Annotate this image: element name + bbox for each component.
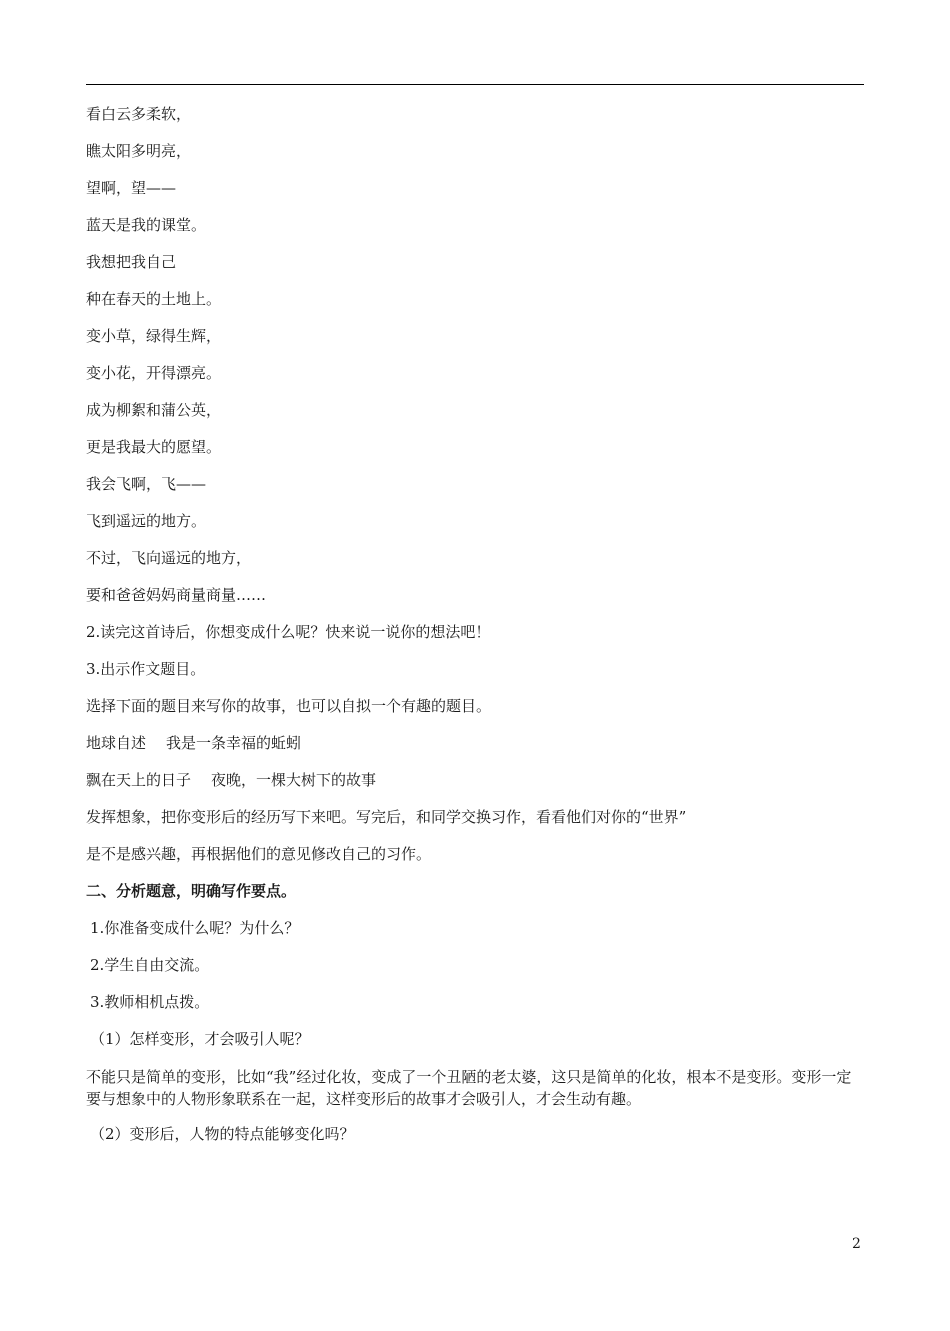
page-content	[86, 104, 866, 1161]
poem-line: 看白云多柔软，	[86, 105, 192, 123]
poem-line: 变小草，绿得生辉，	[86, 327, 222, 345]
task-line-1: 发挥想象，把你变形后的经历写下来吧。写完后，和同学交换习作，看看他们对你的“世界”	[86, 808, 687, 826]
poem-line: 要和爸爸妈妈商量商量……	[86, 586, 267, 604]
poem-line: 我想把我自己	[86, 253, 177, 271]
explanation-paragraph: 不能只是简单的变形，比如“我”经过化妆，变成了一个丑陋的老太婆，这只是简单的化妆，根本不是变形。变形一定要与想象中的人物形象联系在一起，这样变形后的故事才会吸引人，才会生动有趣。	[86, 1068, 852, 1108]
page-number: 2	[852, 1236, 861, 1252]
poem-line: 望啊，望——	[86, 179, 177, 197]
poem-line: 种在春天的土地上。	[86, 290, 222, 308]
section-heading: 二、分析题意，明确写作要点。	[86, 882, 297, 900]
poem-line: 我会飞啊，飞——	[86, 475, 207, 493]
step-3: 3.出示作文题目。	[86, 660, 206, 678]
step-2: 2.读完这首诗后，你想变成什么呢？快来说一说你的想法吧！	[86, 623, 491, 641]
poem-line: 成为柳絮和蒲公英，	[86, 401, 222, 419]
topic-title: 我是一条幸福的蚯蚓	[166, 734, 302, 752]
header-rule	[86, 84, 864, 85]
poem-line: 飞到遥远的地方。	[86, 512, 207, 530]
poem-line: 更是我最大的愿望。	[86, 438, 222, 456]
topic-title: 夜晚，一棵大树下的故事	[211, 771, 377, 789]
task-line-2: 是不是感兴趣，再根据他们的意见修改自己的习作。	[86, 845, 432, 863]
instruction: 选择下面的题目来写你的故事，也可以自拟一个有趣的题目。	[86, 697, 492, 715]
poem-line: 蓝天是我的课堂。	[86, 216, 207, 234]
section-item: 3.教师相机点拨。	[90, 993, 210, 1011]
section-item: （1）怎样变形，才会吸引人呢？	[90, 1030, 310, 1048]
topic-row-2	[86, 770, 866, 790]
question-2: （2）变形后，人物的特点能够变化吗？	[90, 1125, 355, 1143]
topic-row-1	[86, 733, 866, 753]
section-item: 2.学生自由交流。	[90, 956, 210, 974]
topic-title: 飘在天上的日子	[86, 771, 192, 789]
topic-title: 地球自述	[86, 734, 147, 752]
section-item: 1.你准备变成什么呢？为什么？	[90, 919, 300, 937]
poem-line: 变小花，开得漂亮。	[86, 364, 222, 382]
poem-line: 不过，飞向遥远的地方，	[86, 549, 252, 567]
poem-line: 瞧太阳多明亮，	[86, 142, 192, 160]
